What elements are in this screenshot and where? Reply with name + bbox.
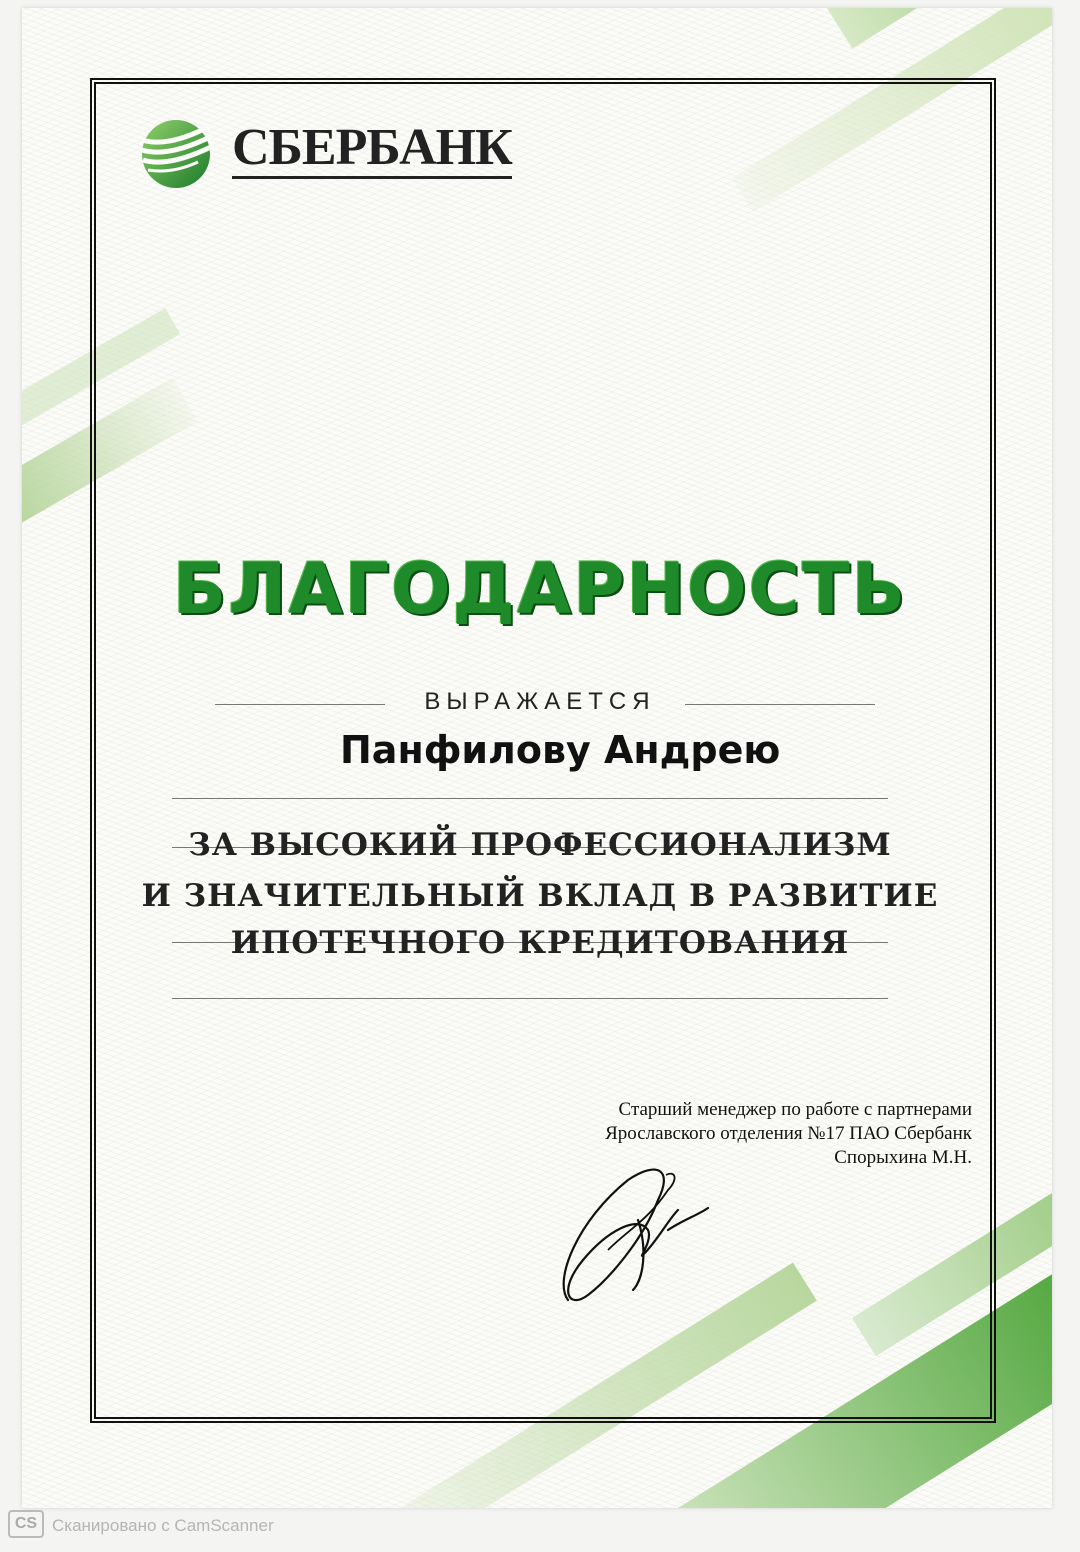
camscanner-badge: CS: [8, 1510, 44, 1538]
divider: [172, 998, 888, 999]
signer-position: Старший менеджер по работе с партнерами: [618, 1099, 972, 1120]
signer-name: Спорыхина М.Н.: [834, 1147, 972, 1168]
divider: [172, 798, 888, 799]
certificate-title: БЛАГОДАРНОСТЬ: [172, 548, 908, 630]
signer-position: Ярославского отделения №17 ПАО Сбербанк: [605, 1123, 972, 1144]
recipient-name: Панфилову Андрею: [340, 728, 781, 772]
signature-icon: [548, 1160, 718, 1310]
reason-line: ИПОТЕЧНОГО КРЕДИТОВАНИЯ: [230, 925, 850, 961]
reason-line: ЗА ВЫСОКИЙ ПРОФЕССИОНАЛИЗМ: [188, 827, 892, 863]
brand-name: СБЕРБАНК: [232, 122, 512, 179]
reason-line: И ЗНАЧИТЕЛЬНЫЙ ВКЛАД В РАЗВИТИЕ: [141, 878, 939, 914]
certificate-subtitle: ВЫРАЖАЕТСЯ: [424, 688, 656, 715]
camscanner-watermark: Сканировано с CamScanner: [52, 1516, 274, 1535]
